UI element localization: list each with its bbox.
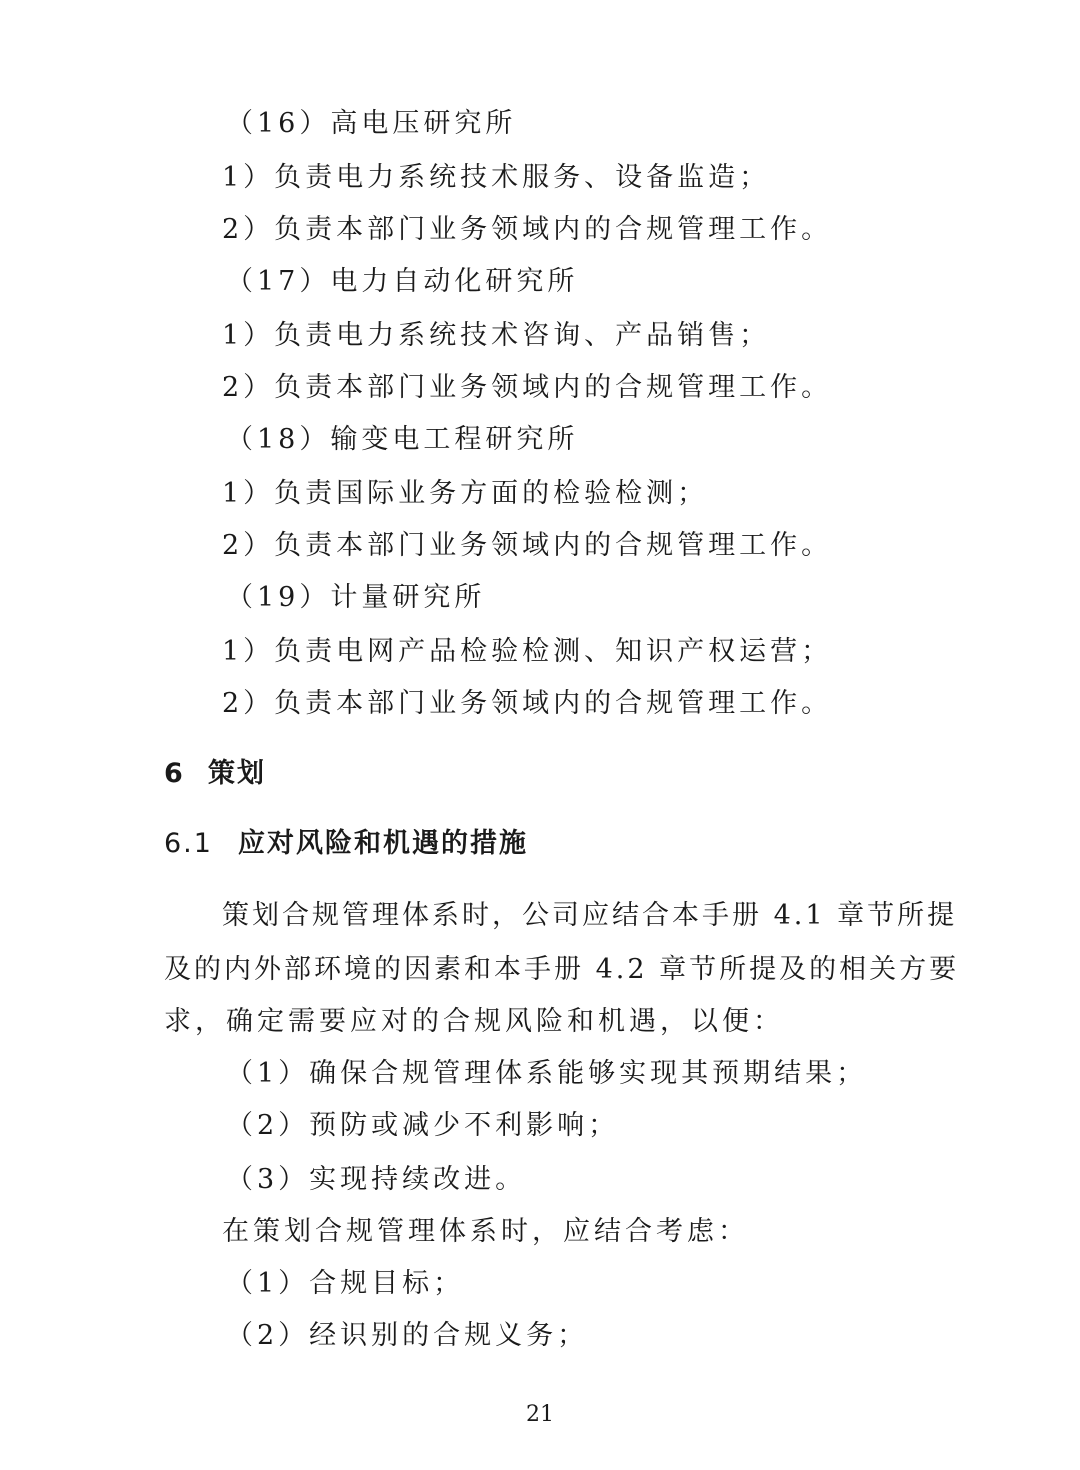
list-item: （1）确保合规管理体系能够实现其预期结果； <box>226 1058 868 1089</box>
dept-heading-18: （18）输变电工程研究所 <box>226 424 579 455</box>
list-item: （3）实现持续改进。 <box>226 1164 527 1195</box>
duty-item: 1）负责国际业务方面的检验检测； <box>222 478 709 509</box>
section-number: 6 <box>164 758 185 789</box>
list-item: （2）经识别的合规义务； <box>226 1320 589 1351</box>
duty-item: 2）负责本部门业务领域内的合规管理工作。 <box>222 214 833 245</box>
subsection-number: 6.1 <box>164 828 213 859</box>
subsection-heading <box>164 828 528 860</box>
subsection-title: 应对风险和机遇的措施 <box>238 828 528 859</box>
paragraph-line: 及的内外部环境的因素和本手册 4.2 章节所提及的相关方要 <box>164 954 960 985</box>
duty-item: 1）负责电力系统技术服务、设备监造； <box>222 162 771 193</box>
page-number: 21 <box>526 1402 554 1427</box>
duty-item: 1）负责电力系统技术咨询、产品销售； <box>222 320 771 351</box>
paragraph-line: 求，确定需要应对的合规风险和机遇，以便： <box>164 1006 784 1037</box>
intro-line: 在策划合规管理体系时，应结合考虑： <box>222 1216 749 1247</box>
paragraph-line: 策划合规管理体系时，公司应结合本手册 4.1 章节所提 <box>222 900 958 931</box>
duty-item: 2）负责本部门业务领域内的合规管理工作。 <box>222 372 833 403</box>
dept-heading-17: （17）电力自动化研究所 <box>226 266 579 297</box>
section-heading <box>164 758 266 790</box>
dept-heading-19: （19）计量研究所 <box>226 582 486 613</box>
dept-heading-16: （16）高电压研究所 <box>226 108 517 139</box>
section-title: 策划 <box>208 758 266 789</box>
duty-item: 2）负责本部门业务领域内的合规管理工作。 <box>222 530 833 561</box>
duty-item: 2）负责本部门业务领域内的合规管理工作。 <box>222 688 833 719</box>
list-item: （1）合规目标； <box>226 1268 465 1299</box>
list-item: （2）预防或减少不利影响； <box>226 1110 620 1141</box>
duty-item: 1）负责电网产品检验检测、知识产权运营； <box>222 636 833 667</box>
